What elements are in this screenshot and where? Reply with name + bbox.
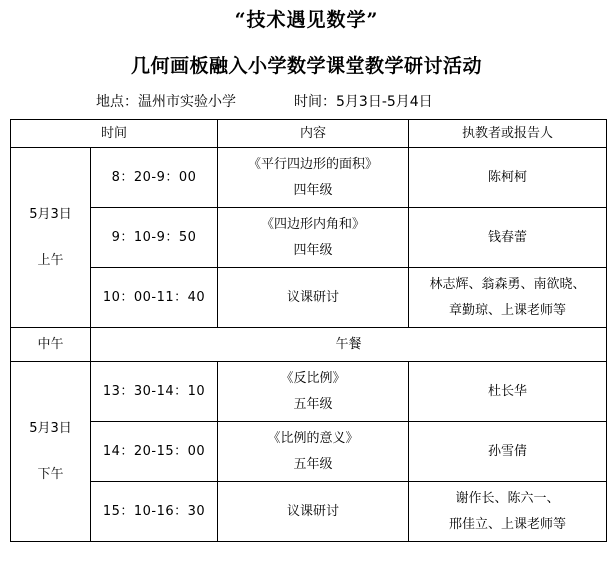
session-time: 10：00-11：40	[91, 268, 218, 328]
lesson-grade: 五年级	[293, 456, 333, 472]
session-content	[218, 482, 409, 542]
discussion-label: 议课研讨	[287, 503, 340, 519]
table-row	[11, 268, 607, 328]
session-time: 8：20-9：00	[91, 148, 218, 208]
discussion-label: 议课研讨	[287, 289, 340, 305]
lesson-grade: 四年级	[293, 242, 333, 258]
presenter-names-line-1: 林志辉、翁森勇、南欲晓、	[429, 276, 586, 292]
session-presenter	[409, 422, 607, 482]
presenter-name: 钱春蕾	[488, 229, 528, 245]
morning-period: 上午	[37, 252, 64, 268]
lesson-title: 《平行四边形的面积》	[248, 156, 379, 172]
lesson-grade: 四年级	[293, 182, 333, 198]
session-content	[218, 362, 409, 422]
schedule-table	[10, 119, 607, 542]
event-location: 地点：温州市实验小学	[96, 94, 236, 110]
event-title: “技术遇见数学”	[234, 9, 379, 31]
presenter-names-line-2: 邢佳立、上课老师等	[449, 516, 567, 532]
session-presenter	[409, 208, 607, 268]
lunch-content: 午餐	[91, 328, 607, 362]
table-row	[11, 422, 607, 482]
lunch-row	[11, 328, 607, 362]
lesson-title: 《反比例》	[280, 370, 346, 386]
afternoon-date: 5月3日	[29, 420, 72, 436]
column-header-time: 时间	[11, 120, 218, 148]
afternoon-day-cell	[11, 362, 91, 542]
afternoon-period: 下午	[37, 466, 64, 482]
session-presenter	[409, 362, 607, 422]
presenter-name: 孙雪倩	[488, 443, 528, 459]
morning-day-cell	[11, 148, 91, 328]
event-subtitle: 几何画板融入小学数学课堂教学研讨活动	[130, 55, 482, 77]
session-presenter	[409, 268, 607, 328]
table-row	[11, 482, 607, 542]
session-time: 14：20-15：00	[91, 422, 218, 482]
lesson-title: 《比例的意义》	[267, 430, 359, 446]
presenter-name: 杜长华	[488, 383, 528, 399]
lesson-title: 《四边形内角和》	[261, 216, 366, 232]
session-time: 13：30-14：10	[91, 362, 218, 422]
lesson-grade: 五年级	[293, 396, 333, 412]
lunch-period: 中午	[11, 328, 91, 362]
session-time: 9：10-9：50	[91, 208, 218, 268]
table-row	[11, 208, 607, 268]
morning-date: 5月3日	[29, 206, 72, 222]
column-header-presenter: 执教者或报告人	[409, 120, 607, 148]
session-presenter	[409, 148, 607, 208]
presenter-names-line-1: 谢作长、陈六一、	[455, 490, 560, 506]
session-content	[218, 208, 409, 268]
presenter-names-line-2: 章勤琼、上课老师等	[449, 302, 567, 318]
table-header-row	[11, 120, 607, 148]
table-row	[11, 148, 607, 208]
session-content	[218, 422, 409, 482]
table-row	[11, 362, 607, 422]
presenter-name: 陈柯柯	[488, 169, 528, 185]
session-content	[218, 148, 409, 208]
session-time: 15：10-16：30	[91, 482, 218, 542]
session-content	[218, 268, 409, 328]
event-time: 时间：5月3日-5月4日	[294, 94, 433, 110]
session-presenter	[409, 482, 607, 542]
column-header-content: 内容	[218, 120, 409, 148]
